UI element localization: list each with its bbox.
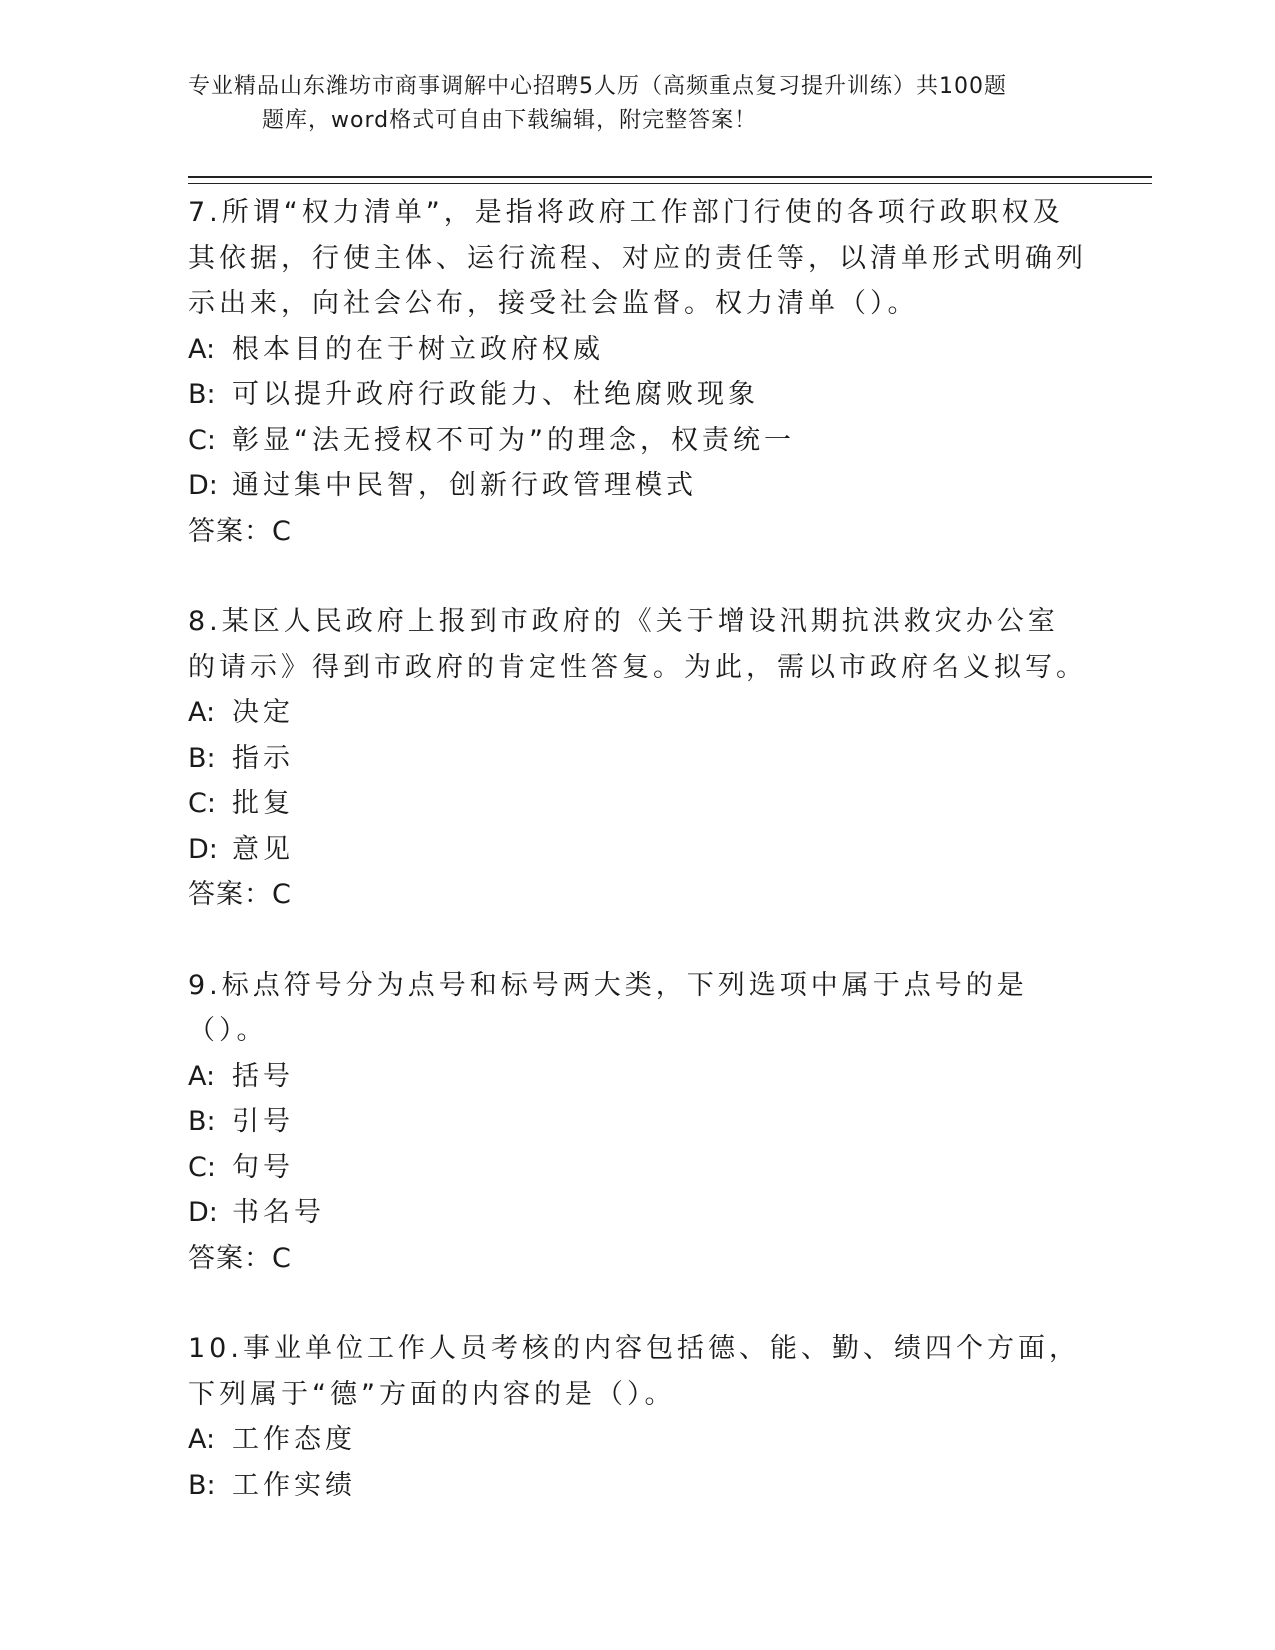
document-header [188, 70, 1088, 138]
option-d [188, 827, 1088, 873]
option-c [188, 781, 1088, 827]
option-a [188, 1417, 1088, 1463]
option-text: 根本目的在于树立政府权威 [232, 333, 604, 365]
header-title-line2: 题库，word格式可自由下载编辑，附完整答案！ [262, 108, 758, 133]
option-text: 句号 [232, 1151, 294, 1183]
question-9 [188, 963, 1088, 1282]
answer-text: 答案：C [188, 1242, 292, 1274]
question-8 [188, 599, 1088, 918]
header-divider-thin [188, 183, 1152, 184]
option-b [188, 1463, 1088, 1509]
option-text: 指示 [232, 742, 294, 774]
option-text: 批复 [232, 788, 294, 819]
option-a [188, 690, 1088, 736]
option-text: 决定 [232, 697, 294, 728]
option-text: 意见 [232, 833, 294, 865]
option-key: C: [188, 424, 216, 456]
option-d [188, 463, 1088, 509]
option-text: 引号 [232, 1106, 294, 1137]
question-text: 7.所谓“权力清单”，是指将政府工作部门行使的各项行政职权及其依据，行使主体、运行流程、对应的责任等，以清单形式明确列示出来，向社会公布，接受社会监督。权力清单（）。 [188, 197, 1087, 319]
option-key: A: [188, 1060, 216, 1092]
option-key: D: [188, 1197, 218, 1228]
option-key: D: [188, 470, 218, 501]
question-text: 8.某区人民政府上报到市政府的《关于增设汛期抗洪救灾办公室的请示》得到市政府的肯定性答复。为此，需以市政府名义拟写。 [188, 606, 1087, 683]
question-text: 9.标点符号分为点号和标号两大类，下列选项中属于点号的是（）。 [188, 969, 1028, 1046]
option-c [188, 418, 1088, 464]
option-key: A: [188, 1424, 216, 1455]
option-key: B: [188, 1469, 216, 1501]
answer-text: 答案：C [188, 879, 292, 910]
option-b [188, 372, 1088, 418]
option-c [188, 1145, 1088, 1191]
option-key: D: [188, 833, 218, 865]
option-text: 可以提升政府行政能力、杜绝腐败现象 [232, 379, 759, 410]
option-key: B: [188, 742, 216, 774]
option-key: B: [188, 1106, 216, 1137]
option-key: C: [188, 788, 216, 819]
option-text: 工作态度 [232, 1424, 356, 1455]
option-b [188, 1099, 1088, 1145]
option-text: 书名号 [232, 1197, 325, 1228]
header-divider-thick [188, 176, 1152, 178]
option-text: 工作实绩 [232, 1469, 356, 1501]
option-key: B: [188, 379, 216, 410]
option-text: 通过集中民智，创新行政管理模式 [232, 470, 697, 501]
question-7 [188, 190, 1088, 554]
option-d [188, 1190, 1088, 1236]
option-text: 括号 [232, 1060, 294, 1092]
question-text: 10.事业单位工作人员考核的内容包括德、能、勤、绩四个方面，下列属于“德”方面的内容的是（）。 [188, 1333, 1080, 1410]
option-a [188, 1054, 1088, 1100]
option-key: C: [188, 1151, 216, 1183]
option-key: A: [188, 333, 216, 365]
header-title-line1: 专业精品山东潍坊市商事调解中心招聘5人历（高频重点复习提升训练）共100题 [188, 74, 1007, 99]
option-b [188, 736, 1088, 782]
option-a [188, 327, 1088, 373]
question-list [188, 190, 1088, 1508]
answer-text: 答案：C [188, 515, 292, 547]
question-10 [188, 1326, 1088, 1508]
option-text: 彰显“法无授权不可为”的理念，权责统一 [232, 424, 795, 456]
option-key: A: [188, 697, 216, 728]
